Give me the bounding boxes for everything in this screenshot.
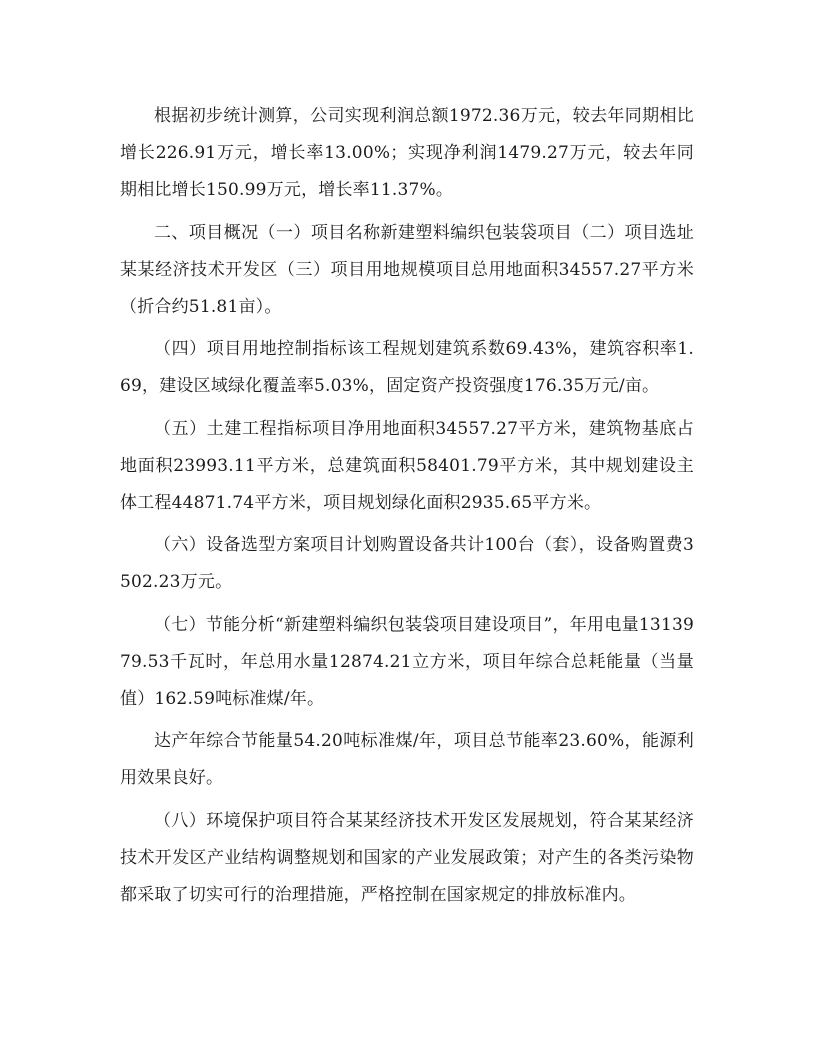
paragraph-energy-analysis: （七）节能分析“新建塑料编织包装袋项目建设项目”，年用电量1313979.53千瓦时，年总用水量12874.21立方米，项目年综合总耗能量（当量值）162.59吨标准煤/年。 — [120, 614, 694, 709]
paragraph-construction: （五）土建工程指标项目净用地面积34557.27平方米，建筑物基底占地面积23993.11平方米，总建筑面积58401.79平方米，其中规划建设主体工程44871.74平方米，项目规划绿化面积2935.65平方米。 — [120, 418, 694, 513]
paragraph-environment: （八）环境保护项目符合某某经济技术开发区发展规划，符合某某经济技术开发区产业结构调整规划和国家的产业发展政策；对产生的各类污染物都采取了切实可行的治理措施，严格控制在国家规定的排放标准内。 — [120, 810, 694, 905]
paragraph-equipment: （六）设备选型方案项目计划购置设备共计100台（套），设备购置费3502.23万元。 — [120, 535, 694, 592]
paragraph-profit: 根据初步统计测算，公司实现利润总额1972.36万元，较去年同期相比增长226.91万元，增长率13.00%；实现净利润1479.27万元，较去年同期相比增长150.99万元，增长率11.37%。 — [120, 106, 694, 200]
paragraph-energy-saving: 达产年综合节能量54.20吨标准煤/年，项目总节能率23.60%，能源利用效果良好。 — [120, 731, 694, 788]
paragraph-land-control: （四）项目用地控制指标该工程规划建筑系数69.43%，建筑容积率1.69，建设区域绿化覆盖率5.03%，固定资产投资强度176.35万元/亩。 — [120, 339, 694, 396]
paragraph-project-overview: 二、项目概况（一）项目名称新建塑料编织包装袋项目（二）项目选址某某经济技术开发区（三）项目用地规模项目总用地面积34557.27平方米（折合约51.81亩）。 — [120, 222, 694, 317]
document-body — [120, 98, 694, 919]
